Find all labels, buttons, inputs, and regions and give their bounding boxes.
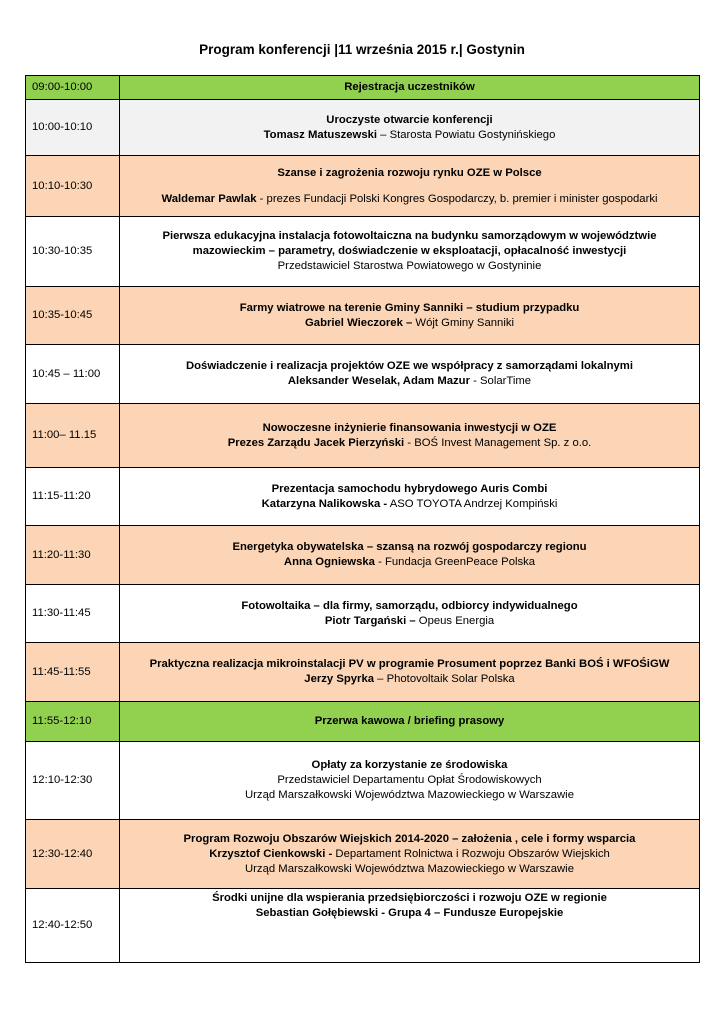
time-cell: 12:40-12:50 [26,889,120,963]
session-cell [120,217,700,287]
time-cell: 10:30-10:35 [26,217,120,287]
table-row [26,585,700,643]
session-title: Praktyczna realizacja mikroinstalacji PV w programie Prosument poprzez Banki BOŚ i WFOŚiGW [149,658,670,670]
session-cell [120,76,700,100]
speaker-name: Anna Ogniewska [283,556,375,568]
speaker-affiliation: Opeus Energia [415,614,495,627]
speaker-affiliation: Przedstawiciel Starostwa Powiatowego w Gostyninie [277,260,542,272]
session-title-cont: mazowieckim – parametry, doświadczenie w eksploatacji, opłacalność inwestycji [192,245,627,257]
session-title: Przerwa kawowa / briefing prasowy [314,715,505,727]
session-title: Rejestracja uczestników [344,81,475,93]
speaker-affiliation: Urząd Marszałkowski Województwa Mazowieckiego w Warszawie [245,862,574,875]
speaker-affiliation: Departament Rolnictwa i Rozwoju Obszarów Wiejskich [332,847,610,860]
table-row [26,287,700,345]
page-title: Program konferencji |11 września 2015 r.| Gostynin [199,42,525,57]
time-cell: 11:55-12:10 [26,702,120,742]
time-cell: 11:45-11:55 [26,643,120,702]
time-cell: 10:00-10:10 [26,100,120,156]
speaker-name: Gabriel Wieczorek – [305,316,413,329]
session-cell [120,468,700,526]
session-cell [120,820,700,889]
table-row [26,345,700,404]
session-cell [120,742,700,820]
table-row [26,76,700,100]
speaker-affiliation: Wójt Gminy Sanniki [412,316,514,329]
speaker-affiliation: ASO TOYOTA Andrzej Kompiński [387,497,558,510]
speaker-affiliation: - Fundacja GreenPeace Polska [374,556,536,568]
session-title: Nowoczesne inżynierie finansowania inwestycji w OZE [262,421,557,434]
table-row [26,404,700,468]
speaker-affiliation: - SolarTime [469,375,532,387]
time-cell: 10:45 – 11:00 [26,345,120,404]
table-row [26,100,700,156]
speaker-name: Aleksander Weselak, Adam Mazur [287,375,470,387]
session-cell [120,643,700,702]
table-row [26,643,700,702]
session-cell [120,404,700,468]
session-title: Pierwsza edukacyjna instalacja fotowoltaiczna na budynku samorządowym w województwie [162,230,657,242]
session-title: Fotowoltaika – dla firmy, samorządu, odbiorcy indywidualnego [241,599,578,612]
speaker-affiliation: Przedstawiciel Departamentu Opłat Środowiskowych [277,774,542,786]
speaker-name: Jerzy Spyrka [304,673,375,685]
session-cell [120,889,700,963]
speaker-name: Katarzyna Nalikowska - [261,497,388,510]
agenda-table [25,75,700,963]
table-row [26,702,700,742]
table-row [26,526,700,585]
time-cell: 11:15-11:20 [26,468,120,526]
speaker-affiliation: - prezes Fundacji Polski Kongres Gospodarczy, b. premier i minister gospodarki [256,192,658,205]
speaker-affiliation: - BOŚ Invest Management Sp. z o.o. [404,436,592,449]
session-title: Doświadczenie i realizacja projektów OZE we współpracy z samorządami lokalnymi [185,360,633,372]
table-row [26,820,700,889]
speaker-name: Piotr Targański – [324,614,416,627]
session-cell [120,585,700,643]
session-title: Środki unijne dla wspierania przedsiębiorczości i rozwoju OZE w regionie [212,892,607,904]
time-cell: 09:00-10:00 [26,76,120,100]
session-title: Program Rozwoju Obszarów Wiejskich 2014-2020 – założenia , cele i formy wsparcia [183,832,636,845]
speaker-name: Tomasz Matuszewski [263,128,378,141]
session-title: Uroczyste otwarcie konferencji [326,113,493,126]
speaker-name: Waldemar Pawlak [161,192,257,205]
session-title: Opłaty za korzystanie ze środowiska [311,759,508,771]
time-cell: 10:10-10:30 [26,156,120,217]
session-cell [120,156,700,217]
session-cell [120,287,700,345]
speaker-affiliation: – Starosta Powiatu Gostynińskiego [377,128,556,141]
time-cell: 12:10-12:30 [26,742,120,820]
session-cell [120,345,700,404]
speaker-name: Prezes Zarządu Jacek Pierzyński [227,436,405,449]
session-cell [120,526,700,585]
session-title: Szanse i zagrożenia rozwoju rynku OZE w Polsce [277,166,542,179]
session-title: Farmy wiatrowe na terenie Gminy Sanniki – studium przypadku [239,301,580,314]
table-row [26,742,700,820]
session-title: Prezentacja samochodu hybrydowego Auris Combi [271,482,548,495]
session-cell [120,702,700,742]
table-row [26,217,700,287]
session-cell [120,100,700,156]
table-row [26,156,700,217]
time-cell: 11:20-11:30 [26,526,120,585]
time-cell: 11:30-11:45 [26,585,120,643]
speaker-name: Sebastian Gołębiewski - Grupa 4 – Fundusze Europejskie [255,907,564,919]
speaker-affiliation: Urząd Marszałkowski Województwa Mazowieckiego w Warszawie [245,789,574,801]
table-row [26,889,700,963]
speaker-name: Krzysztof Cienkowski - [209,847,333,860]
speaker-affiliation: – Photovoltaik Solar Polska [374,673,515,685]
time-cell: 10:35-10:45 [26,287,120,345]
time-cell: 12:30-12:40 [26,820,120,889]
table-row [26,468,700,526]
session-title: Energetyka obywatelska – szansą na rozwój gospodarczy regionu [232,541,587,553]
time-cell: 11:00– 11.15 [26,404,120,468]
